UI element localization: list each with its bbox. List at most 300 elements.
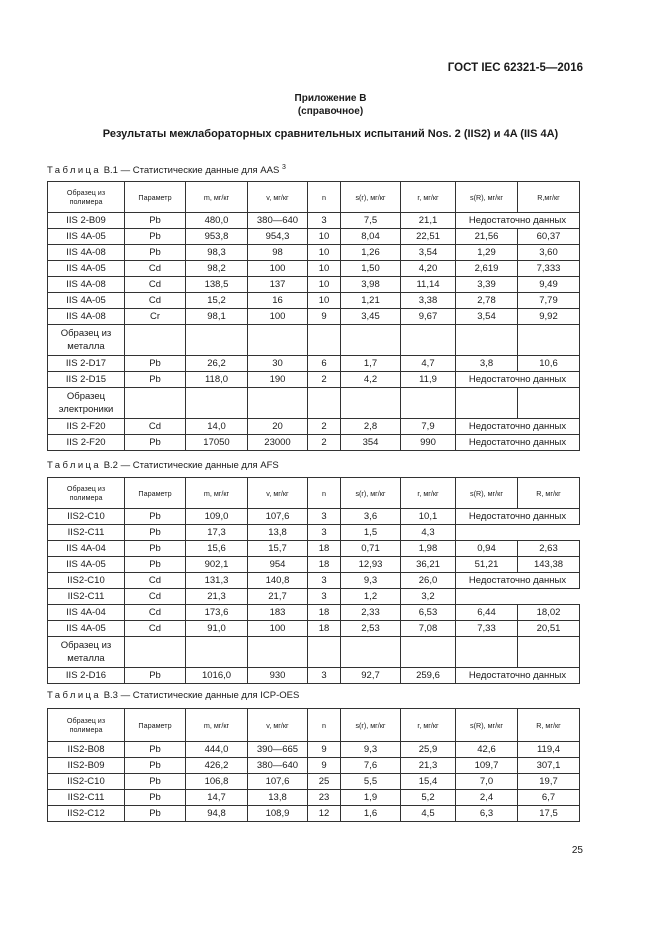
value-cell: 954,3 (248, 229, 308, 245)
empty-cell (401, 388, 456, 419)
value-cell: 7,0 (456, 774, 518, 790)
value-cell: 98 (248, 245, 308, 261)
value-cell: 36,21 (401, 557, 456, 573)
value-cell: 107,6 (248, 509, 308, 525)
value-cell: 22,51 (401, 229, 456, 245)
empty-cell (248, 325, 308, 356)
column-header: s(R), мг/кг (456, 709, 518, 742)
table-b2 (47, 477, 580, 684)
value-cell: 118,0 (186, 372, 248, 388)
value-cell: 98,1 (186, 309, 248, 325)
table-b1-caption-ref: 3 (281, 164, 286, 171)
sample-cell: IIS 4A-05 (48, 621, 125, 637)
parameter-cell: Cd (125, 419, 186, 435)
value-cell: 10 (308, 229, 341, 245)
value-cell: 9,3 (341, 742, 401, 758)
column-header: m, мг/кг (186, 709, 248, 742)
value-cell: 0,94 (456, 541, 518, 557)
value-cell: 1,21 (341, 293, 401, 309)
column-header: Параметр (125, 182, 186, 213)
value-cell: 10 (308, 293, 341, 309)
empty-cell (125, 637, 186, 668)
value-cell: 2 (308, 435, 341, 451)
table-b3-caption (47, 690, 299, 701)
column-header: s(r), мг/кг (341, 182, 401, 213)
value-cell: 183 (248, 605, 308, 621)
annex-heading (0, 92, 661, 118)
parameter-cell: Pb (125, 372, 186, 388)
value-cell: 990 (401, 435, 456, 451)
value-cell: 100 (248, 261, 308, 277)
value-cell: 92,7 (341, 668, 401, 684)
value-cell: 1,26 (341, 245, 401, 261)
value-cell: 2 (308, 419, 341, 435)
value-cell: 10 (308, 245, 341, 261)
value-cell: 20 (248, 419, 308, 435)
value-cell: 2,8 (341, 419, 401, 435)
sample-cell: IIS 4A-05 (48, 557, 125, 573)
value-cell: 15,2 (186, 293, 248, 309)
insufficient-data-cell: Недостаточно данных (456, 419, 580, 435)
column-header: s(R), мг/кг (456, 478, 518, 509)
column-header: Образец из полимера (48, 709, 125, 742)
parameter-cell: Pb (125, 229, 186, 245)
empty-cell (341, 637, 401, 668)
empty-cell (401, 325, 456, 356)
value-cell: 15,4 (401, 774, 456, 790)
value-cell: 143,38 (518, 557, 580, 573)
value-cell: 6,44 (456, 605, 518, 621)
value-cell: 20,51 (518, 621, 580, 637)
annex-title: Приложение В (294, 93, 367, 104)
sample-cell: IIS 4A-08 (48, 277, 125, 293)
column-header: Параметр (125, 478, 186, 509)
parameter-cell: Pb (125, 435, 186, 451)
empty-cell (125, 388, 186, 419)
table-b1-caption-text: В.1 — Статистические данные для AAS (103, 165, 280, 177)
table-row (48, 758, 580, 774)
value-cell: 106,8 (186, 774, 248, 790)
empty-cell (125, 325, 186, 356)
value-cell: 137 (248, 277, 308, 293)
value-cell: 7,79 (518, 293, 580, 309)
value-cell: 109,7 (456, 758, 518, 774)
value-cell: 480,0 (186, 213, 248, 229)
parameter-cell: Cd (125, 621, 186, 637)
parameter-cell: Pb (125, 245, 186, 261)
sample-cell: IIS2-C10 (48, 509, 125, 525)
group-label: Образец из металла (48, 637, 125, 668)
empty-cell (518, 388, 580, 419)
value-cell: 119,4 (518, 742, 580, 758)
value-cell: 9,67 (401, 309, 456, 325)
empty-cell (308, 325, 341, 356)
value-cell: 1,2 (341, 589, 401, 605)
parameter-cell: Pb (125, 541, 186, 557)
value-cell: 6,7 (518, 790, 580, 806)
sample-cell: IIS 4A-04 (48, 541, 125, 557)
table-b2-caption-text: В.2 — Статистические данные для AFS (103, 460, 279, 471)
column-header: r, мг/кг (401, 182, 456, 213)
value-cell: 26,2 (186, 356, 248, 372)
value-cell: 21,56 (456, 229, 518, 245)
value-cell: 108,9 (248, 806, 308, 822)
parameter-cell: Pb (125, 742, 186, 758)
column-header: s(r), мг/кг (341, 709, 401, 742)
value-cell: 98,2 (186, 261, 248, 277)
sample-cell: IIS 2-F20 (48, 435, 125, 451)
value-cell: 11,9 (401, 372, 456, 388)
value-cell: 18 (308, 541, 341, 557)
column-header: s(R), мг/кг (456, 182, 518, 213)
value-cell: 259,6 (401, 668, 456, 684)
value-cell: 1,29 (456, 245, 518, 261)
table-row (48, 637, 580, 668)
sample-cell: IIS2-B09 (48, 758, 125, 774)
empty-cell (308, 637, 341, 668)
parameter-cell: Pb (125, 668, 186, 684)
annex-subtitle: (справочное) (297, 106, 364, 117)
column-header: s(r), мг/кг (341, 478, 401, 509)
parameter-cell: Pb (125, 806, 186, 822)
empty-cell (186, 325, 248, 356)
value-cell: 4,20 (401, 261, 456, 277)
value-cell: 25 (308, 774, 341, 790)
table-row (48, 229, 580, 245)
value-cell: 19,7 (518, 774, 580, 790)
document-code: ГОСТ IEC 62321-5—2016 (447, 62, 583, 74)
group-label: Образец из металла (48, 325, 125, 356)
value-cell: 3,54 (401, 245, 456, 261)
value-cell: 109,0 (186, 509, 248, 525)
value-cell: 18,02 (518, 605, 580, 621)
value-cell: 7,6 (341, 758, 401, 774)
column-header: R, мг/кг (518, 709, 580, 742)
value-cell: 3 (308, 509, 341, 525)
column-header: Образец из полимера (48, 478, 125, 509)
value-cell: 190 (248, 372, 308, 388)
empty-cell (456, 325, 518, 356)
value-cell: 18 (308, 621, 341, 637)
parameter-cell: Cd (125, 573, 186, 589)
value-cell: 6,53 (401, 605, 456, 621)
parameter-cell: Pb (125, 509, 186, 525)
value-cell: 4,2 (341, 372, 401, 388)
value-cell: 380—640 (248, 758, 308, 774)
empty-cell (186, 388, 248, 419)
table-b1-caption-prefix: Таблица (47, 165, 102, 177)
value-cell: 30 (248, 356, 308, 372)
value-cell: 21,1 (401, 213, 456, 229)
column-header: r, мг/кг (401, 478, 456, 509)
sample-cell: IIS 4A-08 (48, 309, 125, 325)
value-cell: 444,0 (186, 742, 248, 758)
value-cell: 2,619 (456, 261, 518, 277)
value-cell: 2 (308, 372, 341, 388)
table-b1-caption (47, 164, 286, 176)
empty-cell (518, 325, 580, 356)
column-header: n (308, 709, 341, 742)
group-label: Образец электроники (48, 388, 125, 419)
value-cell: 13,8 (248, 525, 308, 541)
table-row (48, 293, 580, 309)
empty-cell (401, 637, 456, 668)
table-b2-caption-prefix: Таблица (47, 460, 102, 471)
value-cell: 12 (308, 806, 341, 822)
column-header: n (308, 478, 341, 509)
column-header: Образец из полимера (48, 182, 125, 213)
table-row (48, 790, 580, 806)
value-cell: 3,39 (456, 277, 518, 293)
value-cell: 7,33 (456, 621, 518, 637)
value-cell: 10,1 (401, 509, 456, 525)
value-cell: 15,7 (248, 541, 308, 557)
sample-cell: IIS 2-B09 (48, 213, 125, 229)
sample-cell: IIS 4A-05 (48, 261, 125, 277)
table-row (48, 806, 580, 822)
table-header-row (48, 709, 580, 742)
parameter-cell: Cd (125, 293, 186, 309)
sample-cell: IIS 2-D16 (48, 668, 125, 684)
insufficient-data-cell: Недостаточно данных (456, 372, 580, 388)
value-cell: 13,8 (248, 790, 308, 806)
sample-cell: IIS 2-D15 (48, 372, 125, 388)
value-cell: 954 (248, 557, 308, 573)
parameter-cell: Pb (125, 525, 186, 541)
value-cell: 91,0 (186, 621, 248, 637)
page-number: 25 (571, 845, 583, 856)
sample-cell: IIS 4A-04 (48, 605, 125, 621)
column-header: Параметр (125, 709, 186, 742)
insufficient-data-cell: Недостаточно данных (456, 509, 580, 525)
insufficient-data-cell: Недостаточно данных (456, 573, 580, 589)
value-cell: 10,6 (518, 356, 580, 372)
insufficient-data-cell: Недостаточно данных (456, 668, 580, 684)
table-b1 (47, 181, 580, 451)
table-row (48, 509, 580, 525)
parameter-cell: Pb (125, 213, 186, 229)
value-cell: 21,3 (186, 589, 248, 605)
table-row (48, 309, 580, 325)
value-cell: 98,3 (186, 245, 248, 261)
value-cell: 1,50 (341, 261, 401, 277)
value-cell: 1,98 (401, 541, 456, 557)
insufficient-data-cell: Недостаточно данных (456, 213, 580, 229)
value-cell: 42,6 (456, 742, 518, 758)
value-cell: 131,3 (186, 573, 248, 589)
parameter-cell: Cd (125, 605, 186, 621)
value-cell: 3,54 (456, 309, 518, 325)
value-cell: 2,78 (456, 293, 518, 309)
value-cell: 9,92 (518, 309, 580, 325)
value-cell: 107,6 (248, 774, 308, 790)
parameter-cell: Cd (125, 261, 186, 277)
value-cell: 7,9 (401, 419, 456, 435)
value-cell: 100 (248, 621, 308, 637)
value-cell: 5,2 (401, 790, 456, 806)
value-cell: 173,6 (186, 605, 248, 621)
sample-cell: IIS2-C11 (48, 589, 125, 605)
sample-cell: IIS 2-D17 (48, 356, 125, 372)
value-cell: 9 (308, 309, 341, 325)
value-cell: 51,21 (456, 557, 518, 573)
empty-cell (341, 388, 401, 419)
value-cell: 1016,0 (186, 668, 248, 684)
value-cell: 9,49 (518, 277, 580, 293)
table-row (48, 245, 580, 261)
value-cell: 0,71 (341, 541, 401, 557)
value-cell: 3,8 (456, 356, 518, 372)
table-b3-caption-text: В.3 — Статистические данные для ICP-OES (103, 690, 300, 701)
empty-cell (518, 637, 580, 668)
value-cell: 5,5 (341, 774, 401, 790)
table-header-row (48, 478, 580, 509)
table-row (48, 419, 580, 435)
value-cell: 10 (308, 277, 341, 293)
value-cell: 21,7 (248, 589, 308, 605)
table-row (48, 621, 580, 637)
parameter-cell: Pb (125, 356, 186, 372)
value-cell: 3 (308, 668, 341, 684)
value-cell: 6 (308, 356, 341, 372)
parameter-cell: Cr (125, 309, 186, 325)
value-cell: 100 (248, 309, 308, 325)
table-row (48, 213, 580, 229)
parameter-cell: Pb (125, 790, 186, 806)
parameter-cell: Cd (125, 589, 186, 605)
column-header: R,мг/кг (518, 182, 580, 213)
value-cell: 14,7 (186, 790, 248, 806)
value-cell: 1,9 (341, 790, 401, 806)
value-cell: 3 (308, 573, 341, 589)
column-header: v, мг/кг (248, 709, 308, 742)
value-cell: 7,333 (518, 261, 580, 277)
value-cell: 18 (308, 557, 341, 573)
value-cell: 380—640 (248, 213, 308, 229)
value-cell: 3 (308, 213, 341, 229)
table-header-row (48, 182, 580, 213)
column-header: m, мг/кг (186, 478, 248, 509)
value-cell: 17,3 (186, 525, 248, 541)
value-cell: 2,63 (518, 541, 580, 557)
parameter-cell: Pb (125, 557, 186, 573)
empty-cell (341, 325, 401, 356)
value-cell: 7,08 (401, 621, 456, 637)
value-cell: 60,37 (518, 229, 580, 245)
empty-cell (456, 637, 518, 668)
value-cell: 21,3 (401, 758, 456, 774)
value-cell: 307,1 (518, 758, 580, 774)
column-header: v, мг/кг (248, 478, 308, 509)
column-header: m, мг/кг (186, 182, 248, 213)
sample-cell: IIS 4A-08 (48, 245, 125, 261)
sample-cell: IIS2-C12 (48, 806, 125, 822)
empty-cell (248, 388, 308, 419)
value-cell: 3,45 (341, 309, 401, 325)
table-row (48, 388, 580, 419)
value-cell: 23000 (248, 435, 308, 451)
empty-cell (308, 388, 341, 419)
sample-cell: IIS2-C10 (48, 774, 125, 790)
value-cell: 1,6 (341, 806, 401, 822)
empty-cell (248, 637, 308, 668)
table-row (48, 435, 580, 451)
value-cell: 2,33 (341, 605, 401, 621)
value-cell: 7,5 (341, 213, 401, 229)
value-cell: 16 (248, 293, 308, 309)
column-header: n (308, 182, 341, 213)
table-row (48, 573, 580, 589)
value-cell: 902,1 (186, 557, 248, 573)
insufficient-data-cell: Недостаточно данных (456, 435, 580, 451)
value-cell: 15,6 (186, 541, 248, 557)
value-cell: 3 (308, 525, 341, 541)
value-cell: 2,4 (456, 790, 518, 806)
column-header: R, мг/кг (518, 478, 580, 509)
value-cell: 9 (308, 742, 341, 758)
value-cell: 11,14 (401, 277, 456, 293)
table-row (48, 372, 580, 388)
column-header: r, мг/кг (401, 709, 456, 742)
table-row (48, 541, 580, 557)
value-cell: 3,38 (401, 293, 456, 309)
value-cell: 2,53 (341, 621, 401, 637)
value-cell: 26,0 (401, 573, 456, 589)
value-cell: 4,3 (401, 525, 456, 541)
results-title: Результаты межлабораторных сравнительных испытаний Nos. 2 (IIS2) и 4A (IIS 4A) (102, 128, 559, 140)
table-row (48, 589, 580, 605)
value-cell: 17,5 (518, 806, 580, 822)
table-b3 (47, 708, 580, 822)
value-cell: 10 (308, 261, 341, 277)
value-cell: 3,60 (518, 245, 580, 261)
value-cell: 25,9 (401, 742, 456, 758)
value-cell: 930 (248, 668, 308, 684)
value-cell: 3,6 (341, 509, 401, 525)
empty-cell (456, 388, 518, 419)
table-row (48, 325, 580, 356)
value-cell: 390—665 (248, 742, 308, 758)
empty-cell (186, 637, 248, 668)
table-row (48, 742, 580, 758)
value-cell: 1,5 (341, 525, 401, 541)
table-row (48, 261, 580, 277)
value-cell: 140,8 (248, 573, 308, 589)
value-cell: 3 (308, 589, 341, 605)
value-cell: 8,04 (341, 229, 401, 245)
value-cell: 4,5 (401, 806, 456, 822)
sample-cell: IIS2-C11 (48, 790, 125, 806)
value-cell: 18 (308, 605, 341, 621)
sample-cell: IIS 4A-05 (48, 229, 125, 245)
table-b3-caption-prefix: Таблица (47, 690, 102, 701)
value-cell: 426,2 (186, 758, 248, 774)
value-cell: 9,3 (341, 573, 401, 589)
value-cell: 23 (308, 790, 341, 806)
parameter-cell: Pb (125, 774, 186, 790)
value-cell: 12,93 (341, 557, 401, 573)
value-cell: 354 (341, 435, 401, 451)
table-row (48, 557, 580, 573)
value-cell: 4,7 (401, 356, 456, 372)
value-cell: 6,3 (456, 806, 518, 822)
sample-cell: IIS2-C11 (48, 525, 125, 541)
value-cell: 17050 (186, 435, 248, 451)
value-cell: 3,2 (401, 589, 456, 605)
table-row (48, 277, 580, 293)
sample-cell: IIS2-C10 (48, 573, 125, 589)
sample-cell: IIS 4A-05 (48, 293, 125, 309)
